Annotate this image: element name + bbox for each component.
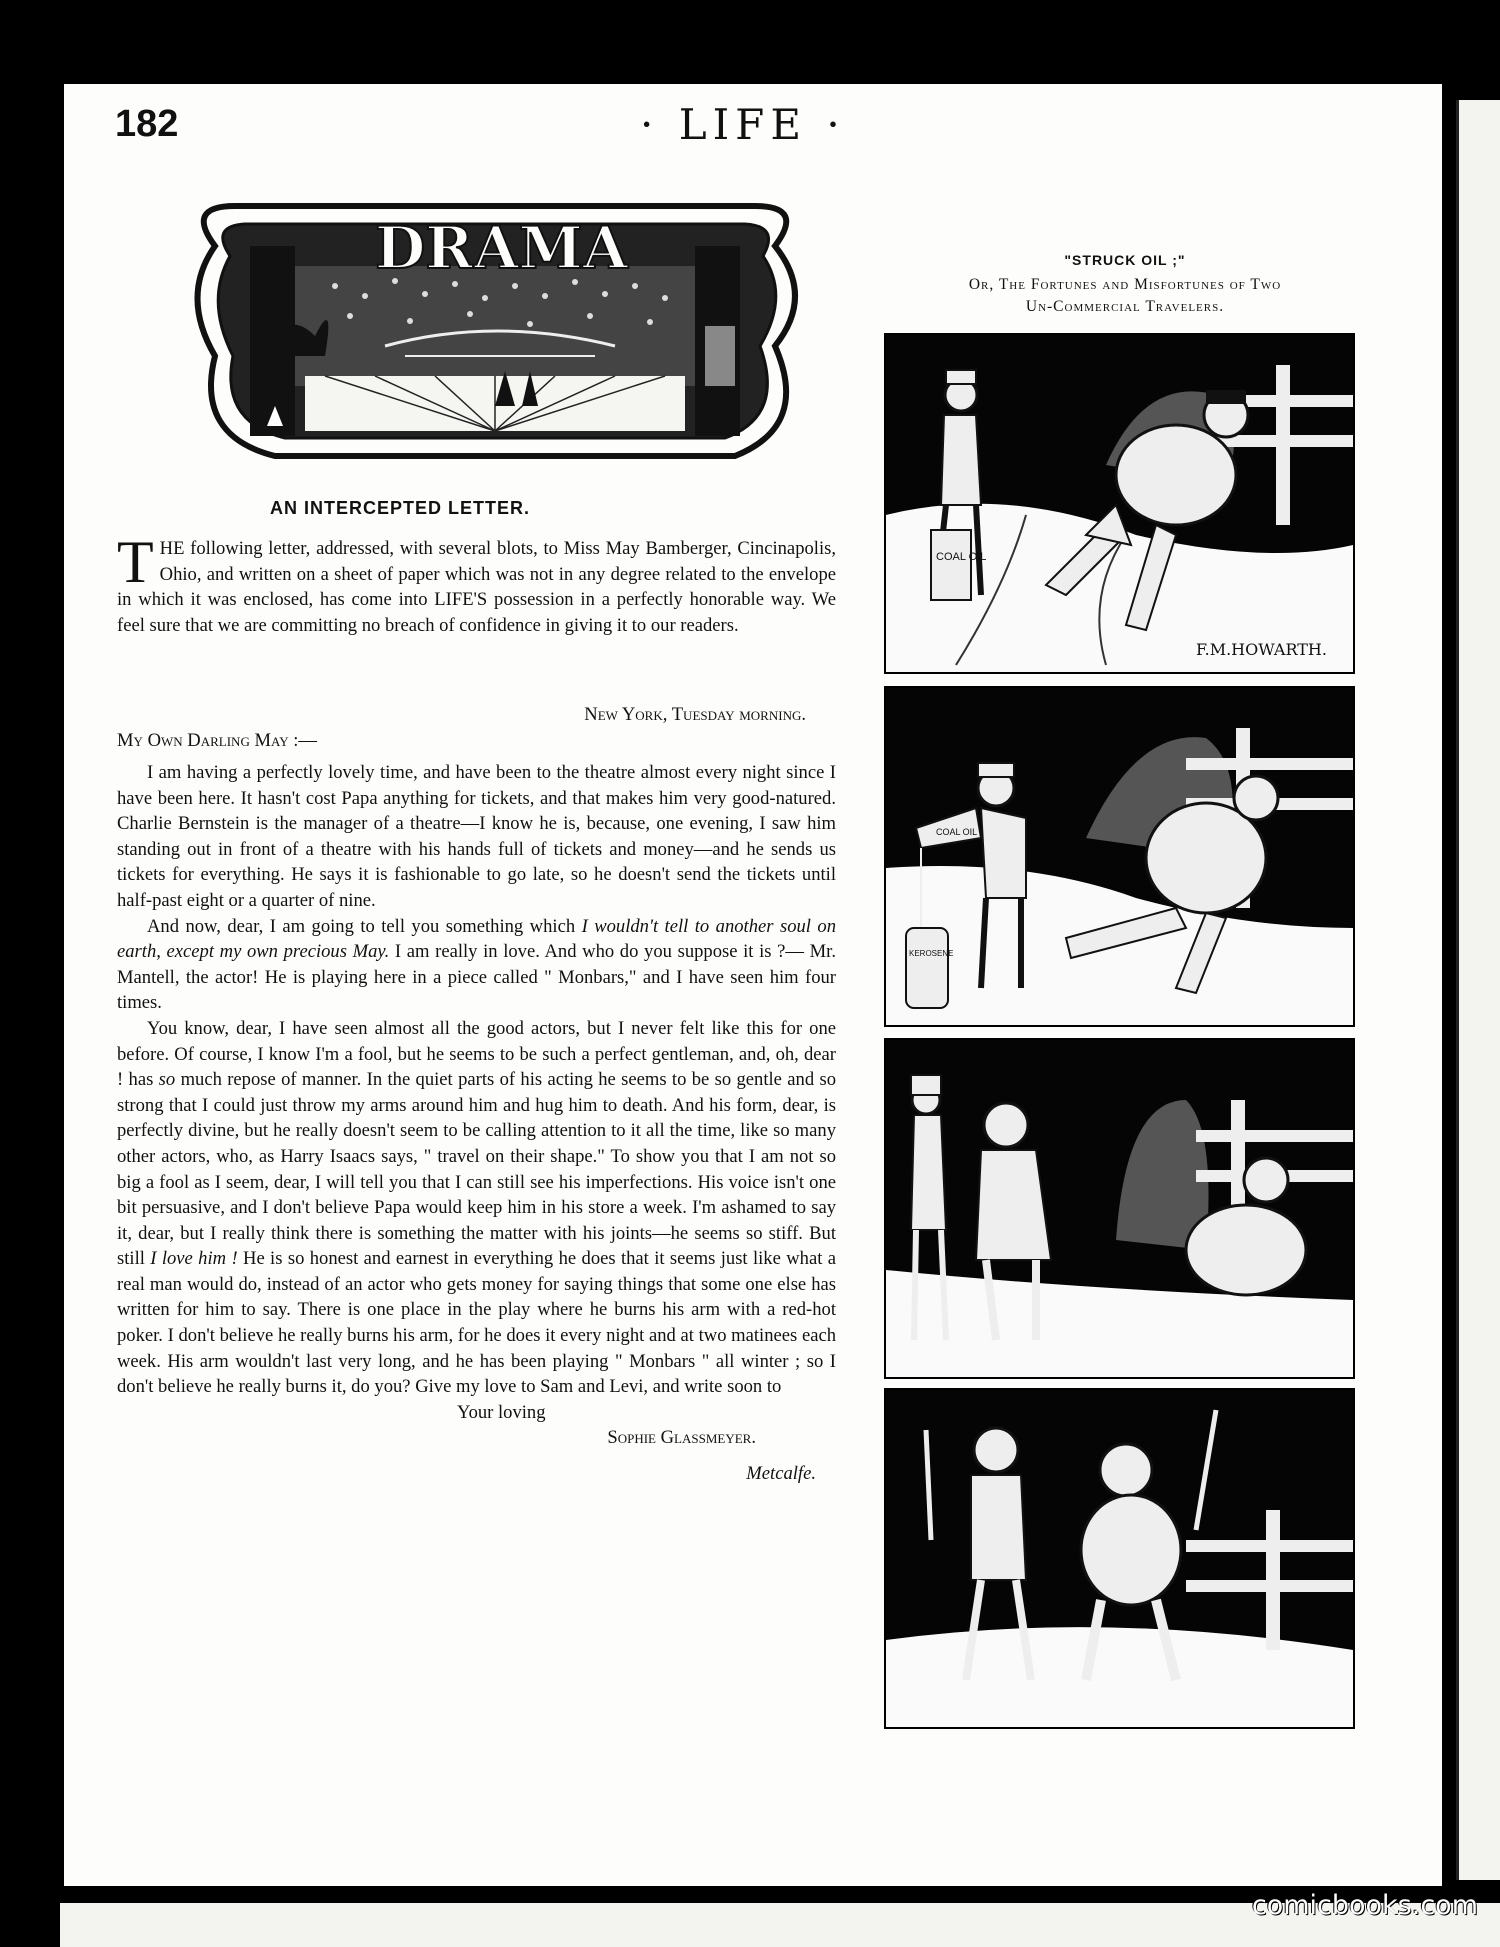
dateline: New York, Tuesday morning.	[584, 704, 806, 725]
drama-banner-illustration	[175, 186, 815, 486]
letter-paragraph-2: And now, dear, I am going to tell you something which I wouldn't tell to another soul on earth, except my own precious May. I am really in love. And who do you suppose it is ?— Mr. Mantell, the actor! He is playing here in a piece called " Monbars," and I have seen him four times.	[117, 915, 836, 1014]
masthead: · LIFE ·	[640, 100, 846, 149]
watermark: comicbooks.com	[1251, 1890, 1478, 1921]
letter-body	[117, 760, 836, 1487]
coal-oil-can-label: COAL OIL	[936, 551, 987, 563]
artist-signature: F.M.HOWARTH.	[1196, 640, 1327, 659]
comic-title: "STRUCK OIL ;"	[1064, 252, 1186, 268]
comic-subtitle-line-1: Or, The Fortunes and Misfortunes of Two	[968, 276, 1282, 293]
comic-subtitle-line-2: Un-Commercial Travelers.	[1025, 298, 1225, 315]
letter-header	[117, 702, 836, 753]
letter-paragraph-1: I am having a perfectly lovely time, and have been to the theatre almost every night since I have been here. It hasn't cost Papa anything for tickets, and that makes him very good-natured. Charlie Bernstein is the manager of a theatre—I know he is, because, one evening, I saw him standing out in front of a theatre with his hands full of tickets and money—and he sends us tickets for everything. He says it is fashionable to go late, so he doesn't send the tickets until half-past eight or a quarter of nine.	[117, 762, 836, 911]
signature: Sophie Glassmeyer.	[607, 1427, 756, 1449]
comic-panel-4	[884, 1388, 1355, 1729]
article-title: AN INTERCEPTED LETTER.	[270, 498, 531, 518]
comic-panel-1	[884, 333, 1355, 674]
page-number: 182	[115, 103, 179, 145]
intro-text: HE following letter, addressed, with several blots, to Miss May Bamberger, Cincinapolis, Ohio, and written on a sheet of paper which was not in any degree related to the envelope in which it was enclosed, has come into LIFE'S possession in a perfectly honorable way. We feel sure that we are committing no breach of confidence in giving it to our readers.	[117, 538, 836, 636]
comic-panel-3	[884, 1038, 1355, 1379]
adjacent-page-edge	[1456, 100, 1500, 1880]
kerosene-jug-label: KEROSENE	[909, 949, 954, 958]
article-intro	[117, 529, 836, 638]
banner-title: DRAMA	[375, 214, 628, 282]
author-credit: Metcalfe.	[746, 1463, 816, 1485]
coal-oil-can-label-2: COAL OIL	[936, 827, 978, 837]
closing: Your loving	[457, 1401, 546, 1423]
letter-paragraph-3: You know, dear, I have seen almost all the good actors, but I never felt like this for one before. Of course, I know I'm a fool, but he seems to be such a perfect gentleman, and, oh, dear ! has so much repose of manner. In the quiet parts of his acting he seems to be so gentle and so strong that I could just throw my arms around him and hug him to death. And his form, dear, is perfectly divine, but he really doesn't seem to be calling attention to it all the time, like so many other actors, who, as Harry Isaacs says, " travel on their shape." To show you that I am not so big a fool as I seem, dear, I will tell you that I can still see his imperfections. His voice isn't one bit persuasive, and I don't believe Papa would keep him in his store a week. I'm ashamed to say it, dear, but I really think there is something the matter with his joints—he seems so stiff. But still I love him ! He is so honest and earnest in everything he does that it seems just like what a real man would do, instead of an actor who gets money for saying things that some one else has written for him to say. There is one place in the play where he burns his arm with a red-hot poker. I don't believe he really burns his arm, for he does it every night and at two matinees each week. His arm wouldn't last very long, and he has been playing " Monbars " all winter ; so I don't believe he really burns it, do you? Give my love to Sam and Levi, and write soon to	[117, 1017, 836, 1398]
drop-cap: T	[117, 529, 154, 595]
salutation: My Own Darling May :—	[117, 729, 318, 751]
comic-panel-2	[884, 686, 1355, 1027]
